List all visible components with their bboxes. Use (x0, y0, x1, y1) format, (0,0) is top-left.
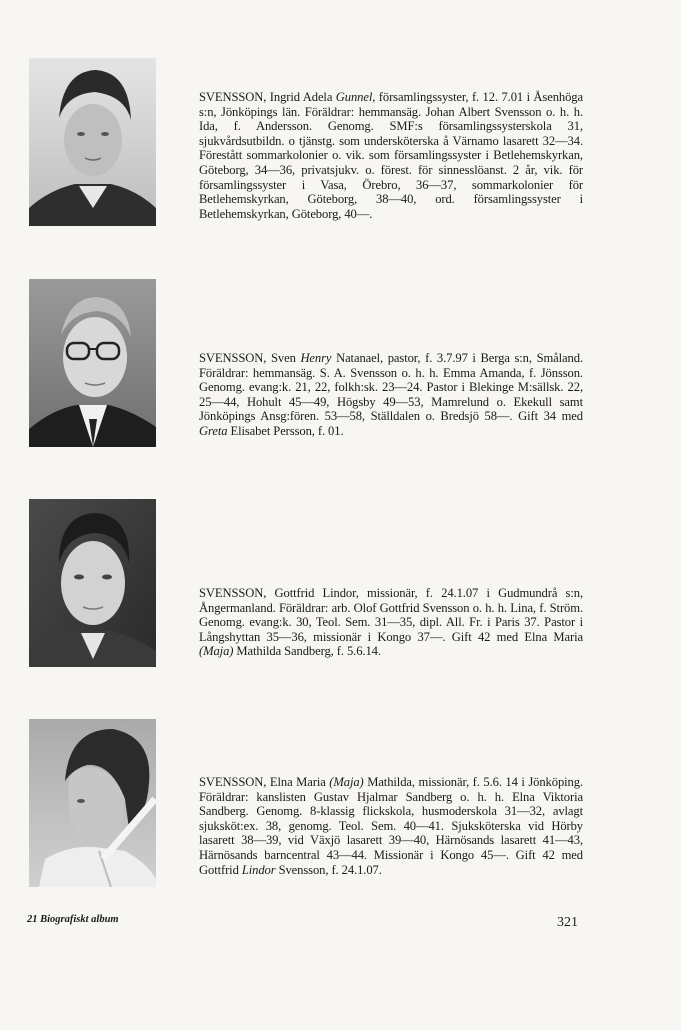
portrait-photo-1 (29, 58, 156, 226)
portrait-photo-3 (29, 499, 156, 667)
biography-text-3: SVENSSON, Gottfrid Lindor, missionär, f. 24.1.07 i Gudmundrå s:n, Ångermanland. Föräldrar: arb. Olof Gottfrid Svensson o. h. h. Lina, f. Ström. Genomg. evang:k. 30, Teol. Sem. 31—35, dipl. All. Fr. i Paris 37. Pastor i Långshyttan 35—36, missionär i Kongo 37—. Gift 42 med Elna Maria (Maja) Mathilda Sandberg, f. 5.6.14. (199, 586, 583, 659)
biography-text-1: SVENSSON, Ingrid Adela Gunnel, församlingssyster, f. 12. 7.01 i Åsenhöga s:n, Jönköpings län. Föräldrar: hemmansäg. Johan Albert Svensson o. h. h. Ida, f. Andersson. Genomg. SMF:s församlingssysterskola 31, sjukvårdsutbildn. o tjänstg. som undersköterska å Värnamo lasarett 32—34. Förestått sommarkolonier o. vik. som församlingssyster i Betlehemskyrkan, Göteborg, 34—36, privatsjukv. o. förest. för sinnesslöanst. 2 år, vik. för församlingssyster i Vasa, Örebro, 36—37, sommarkolonier för Betlehemskyrkan, Göteborg, 38—40, ord. församlingssyster i Betlehemskyrkan, Göteborg, 40—. (199, 90, 583, 221)
surname: SVENSSON, (199, 586, 267, 600)
page-number: 321 (557, 915, 578, 930)
portrait-woman-icon (29, 58, 156, 226)
portrait-photo-4 (29, 719, 156, 887)
portrait-woman-profile-icon (29, 719, 156, 887)
footer-album-label: 21 Biografiskt album (27, 914, 119, 925)
portrait-man-glasses-icon (29, 279, 156, 447)
surname: SVENSSON, (199, 775, 267, 789)
portrait-photo-2 (29, 279, 156, 447)
biography-text-2: SVENSSON, Sven Henry Natanael, pastor, f. 3.7.97 i Berga s:n, Småland. Föräldrar: hemmansäg. S. A. Svensson o. h. h. Emma Amanda, f. Jönsson. Genomg. evang:k. 21, 22, folkh:sk. 23—24. Pastor i Blekinge M:sällsk. 22, 25—44, Hohult 45—49, Högsby 49—53, Mamrelund o. Ekekull samt Jönköpings Ansg:fören. 53—58, Ställdalen o. Bredsjö 58—. Gift 34 med Greta Elisabet Persson, f. 01. (199, 351, 583, 438)
surname: SVENSSON, (199, 351, 267, 365)
biography-text-4: SVENSSON, Elna Maria (Maja) Mathilda, missionär, f. 5.6. 14 i Jönköping. Föräldrar: kanslisten Gustav Hjalmar Sandberg o. h. h. Elna Viktoria Sandberg. Genomg. 8-klassig flickskola, husmoderskola 31—32, avlagt sjuksköt:ex. 38, genomg. Teol. Sem. 40—41. Sjuksköterska vid Hörby lasarett 38—39, vid Växjö lasarett 39—40, Härnösands lasarett 41—43, Härnösands barncentral 43—44. Missionär i Kongo 45—. Gift 42 med Gottfrid Lindor Svensson, f. 24.1.07. (199, 775, 583, 877)
surname: SVENSSON, (199, 90, 267, 104)
portrait-young-man-icon (29, 499, 156, 667)
